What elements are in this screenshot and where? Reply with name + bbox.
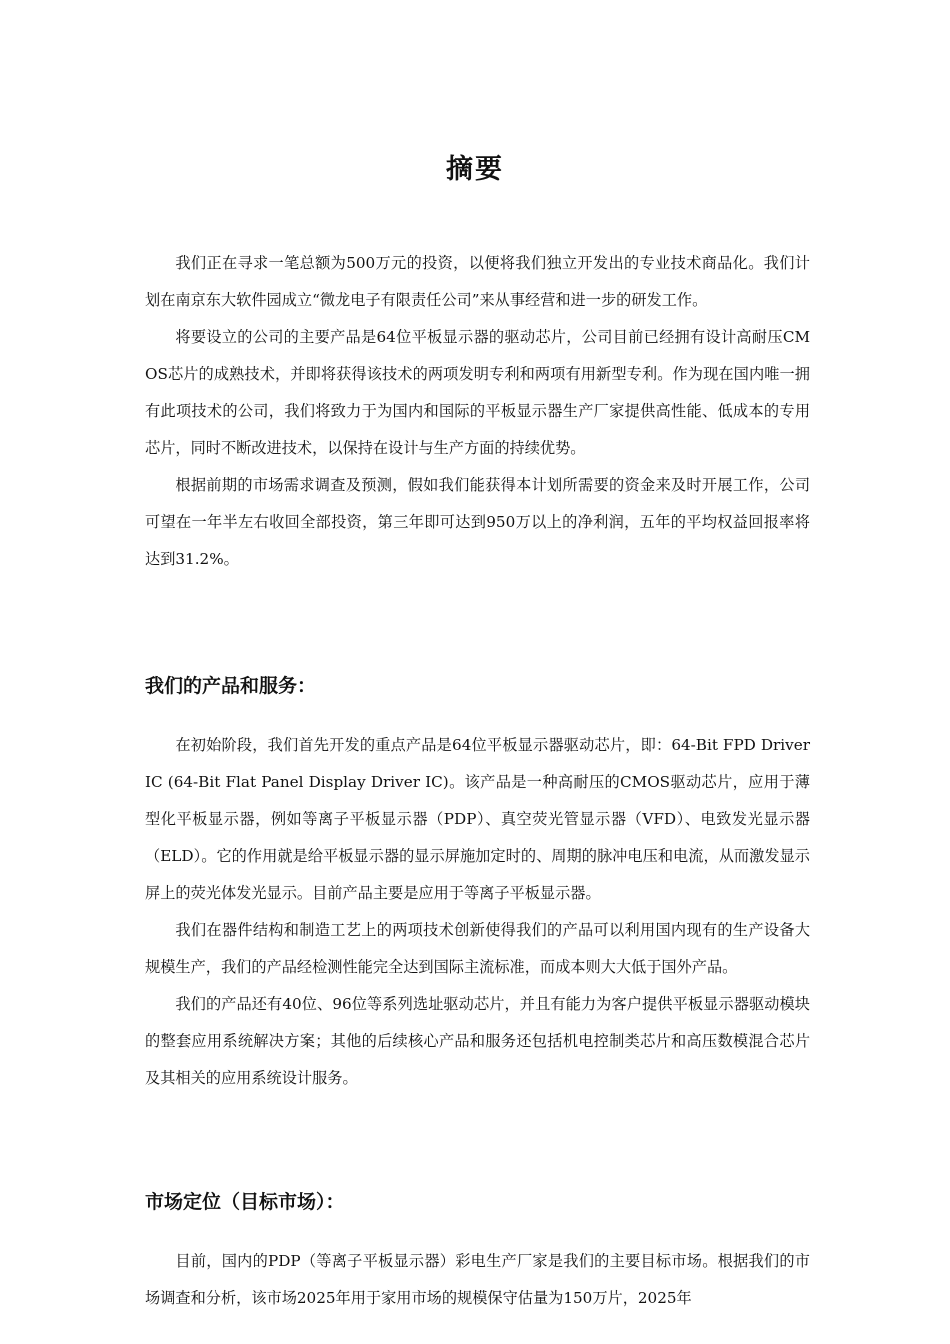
summary-paragraph: 将要设立的公司的主要产品是64位平板显示器的驱动芯片，公司目前已经拥有设计高耐压CMOS芯片的成熟技术，并即将获得该技术的两项发明专利和两项有用新型专利。作为现在国内唯一拥有此项技术的公司，我们将致力于为国内和国际的平板显示器生产厂家提供高性能、低成本的专用芯片，同时不断改进技术，以保持在设计与生产方面的持续优势。	[145, 328, 810, 457]
document-title: 摘要	[446, 154, 504, 185]
market-heading: 市场定位（目标市场）：	[145, 1191, 345, 1213]
products-paragraph: 我们在器件结构和制造工艺上的两项技术创新使得我们的产品可以利用国内现有的生产设备大规模生产，我们的产品经检测性能完全达到国际主流标准，而成本则大大低于国外产品。	[145, 921, 810, 976]
products-paragraph: 我们的产品还有40位、96位等系列选址驱动芯片，并且有能力为客户提供平板显示器驱动模块的整套应用系统解决方案；其他的后续核心产品和服务还包括机电控制类芯片和高压数模混合芯片及其相关的应用系统设计服务。	[145, 995, 810, 1087]
products-section	[145, 727, 810, 1097]
market-section	[145, 1243, 810, 1317]
products-heading: 我们的产品和服务：	[145, 675, 317, 697]
summary-section	[145, 245, 810, 578]
summary-paragraph: 根据前期的市场需求调查及预测，假如我们能获得本计划所需要的资金来及时开展工作，公司可望在一年半左右收回全部投资，第三年即可达到950万以上的净利润，五年的平均权益回报率将达到31.2%。	[145, 476, 810, 568]
products-paragraph: 在初始阶段，我们首先开发的重点产品是64位平板显示器驱动芯片，即：64-Bit FPD Driver IC (64-Bit Flat Panel Display Driver IC)。该产品是一种高耐压的CMOS驱动芯片，应用于薄型化平板显示器，例如等离子平板显示器（PDP）、真空荧光管显示器（VFD）、电致发光显示器（ELD）。它的作用就是给平板显示器的显示屏施加定时的、周期的脉冲电压和电流，从而激发显示屏上的荧光体发光显示。目前产品主要是应用于等离子平板显示器。	[145, 736, 810, 902]
market-paragraph: 目前，国内的PDP（等离子平板显示器）彩电生产厂家是我们的主要目标市场。根据我们的市场调查和分析，该市场2025年用于家用市场的规模保守估量为150万片，2025年	[145, 1252, 810, 1307]
summary-paragraph: 我们正在寻求一笔总额为500万元的投资，以便将我们独立开发出的专业技术商品化。我们计划在南京东大软件园成立“微龙电子有限责任公司”来从事经营和进一步的研发工作。	[145, 254, 810, 309]
